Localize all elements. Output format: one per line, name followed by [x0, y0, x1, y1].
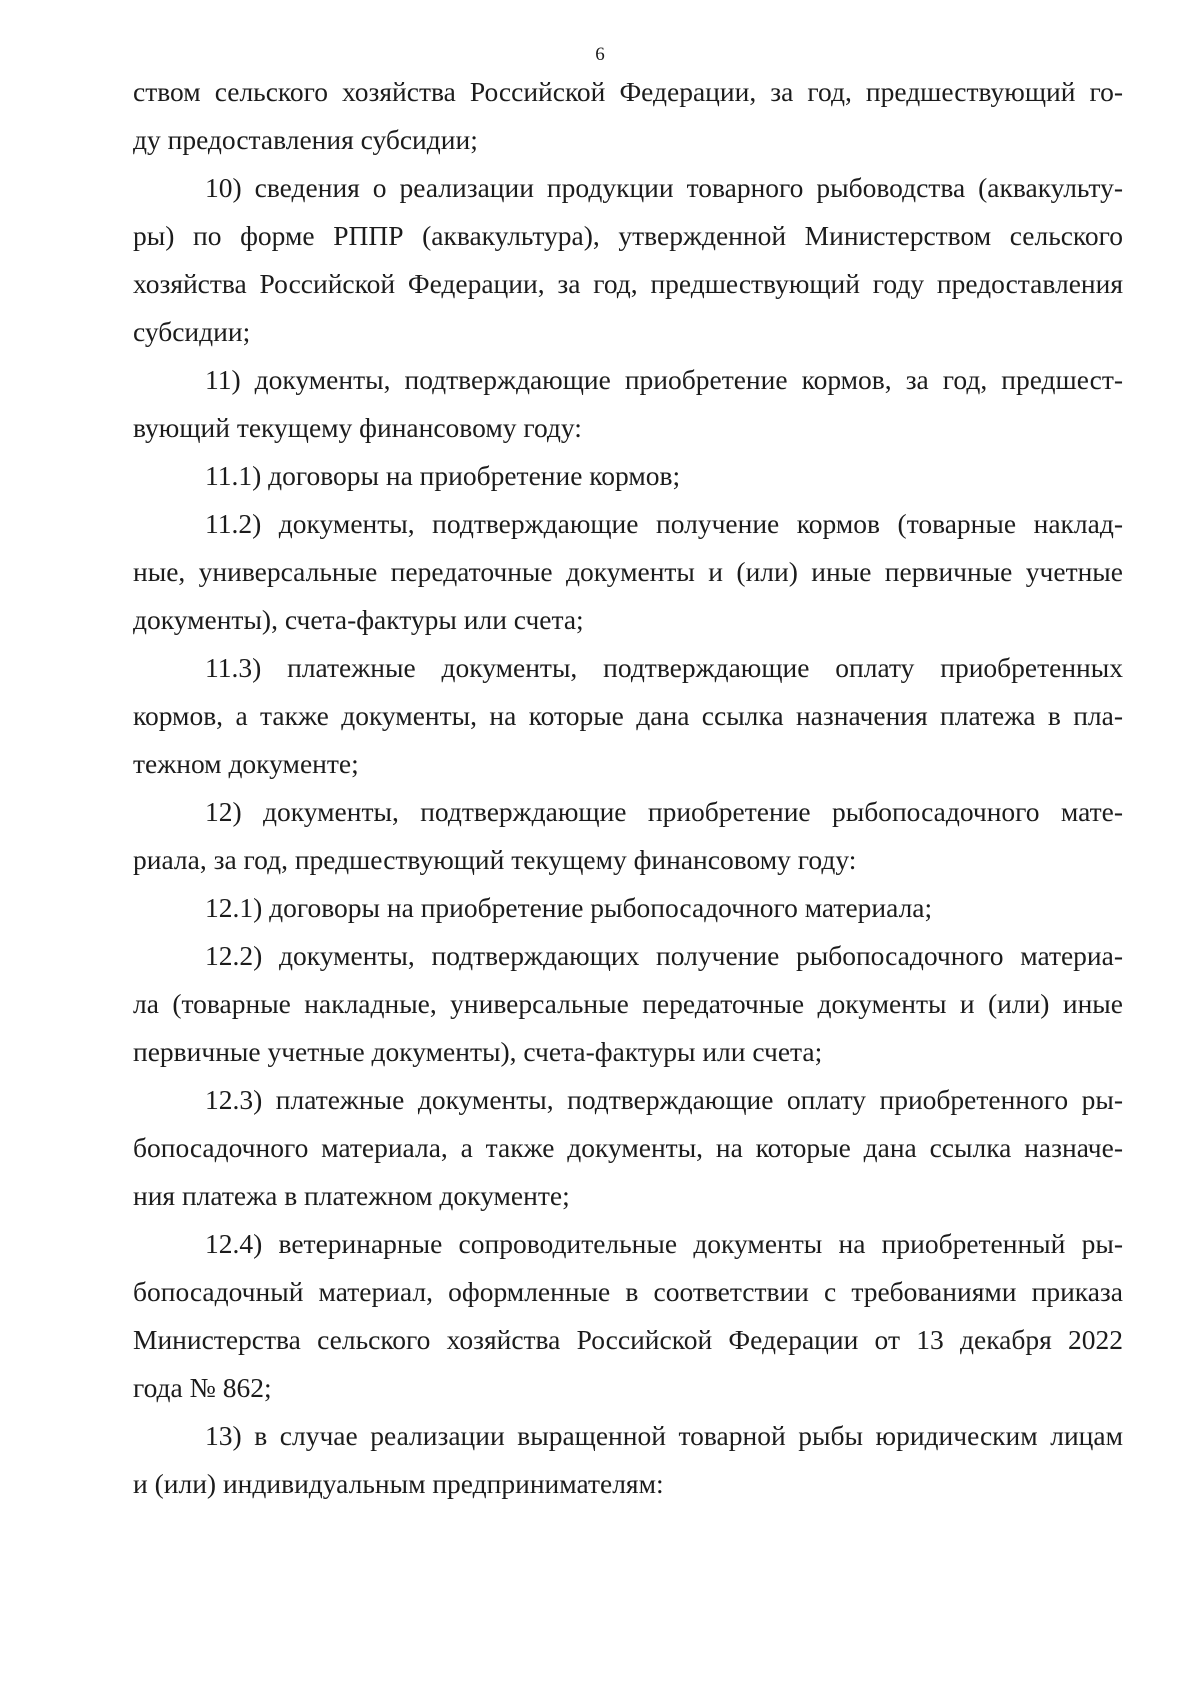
text-line: ния платежа в платежном документе;: [133, 1180, 570, 1211]
text-line: бопосадочного материала, а также документы, на которые дана ссылка назначе-: [133, 1132, 1123, 1163]
text-line: 12.2) документы, подтверждающих получение рыбопосадочного материа-: [205, 940, 1123, 971]
text-line: ные, универсальные передаточные документы и (или) иные первичные учетные: [133, 556, 1123, 587]
text-line: документы), счета-фактуры или счета;: [133, 604, 584, 635]
text-line: первичные учетные документы), счета-фактуры или счета;: [133, 1036, 823, 1067]
text-line: бопосадочный материал, оформленные в соответствии с требованиями приказа: [133, 1276, 1123, 1307]
text-line: тежном документе;: [133, 748, 359, 779]
text-line: 11.2) документы, подтверждающие получение кормов (товарные наклад-: [205, 508, 1123, 539]
text-line: вующий текущему финансовому году:: [133, 412, 582, 443]
text-line: кормов, а также документы, на которые дана ссылка назначения платежа в пла-: [133, 700, 1123, 731]
text-line: 11.1) договоры на приобретение кормов;: [205, 460, 681, 491]
text-line: 10) сведения о реализации продукции товарного рыбоводства (аквакульту-: [205, 172, 1123, 203]
text-line: 11.3) платежные документы, подтверждающие оплату приобретенных: [205, 652, 1123, 683]
text-line: ством сельского хозяйства Российской Федерации, за год, предшествующий го-: [133, 76, 1123, 107]
text-line: и (или) индивидуальным предпринимателям:: [133, 1468, 664, 1499]
text-line: 12) документы, подтверждающие приобретение рыбопосадочного мате-: [205, 796, 1123, 827]
text-line: ла (товарные накладные, универсальные передаточные документы и (или) иные: [133, 988, 1123, 1019]
text-line: 11) документы, подтверждающие приобретение кормов, за год, предшест-: [205, 364, 1123, 395]
text-line: 12.4) ветеринарные сопроводительные документы на приобретенный ры-: [205, 1228, 1123, 1259]
text-line: ры) по форме РППР (аквакультура), утвержденной Министерством сельского: [133, 220, 1123, 251]
text-line: 12.3) платежные документы, подтверждающие оплату приобретенного ры-: [205, 1084, 1123, 1115]
text-line: 13) в случае реализации выращенной товарной рыбы юридическим лицам: [205, 1420, 1123, 1451]
text-line: риала, за год, предшествующий текущему финансовому году:: [133, 844, 857, 875]
document-body: [133, 68, 1123, 1508]
text-line: субсидии;: [133, 316, 251, 347]
text-line: 12.1) договоры на приобретение рыбопосадочного материала;: [205, 892, 933, 923]
text-line: ду предоставления субсидии;: [133, 124, 478, 155]
text-line: года № 862;: [133, 1372, 272, 1403]
text-line: Министерства сельского хозяйства Российской Федерации от 13 декабря 2022: [133, 1324, 1123, 1355]
page-number: 6: [595, 44, 605, 65]
text-line: хозяйства Российской Федерации, за год, предшествующий году предоставления: [133, 268, 1123, 299]
